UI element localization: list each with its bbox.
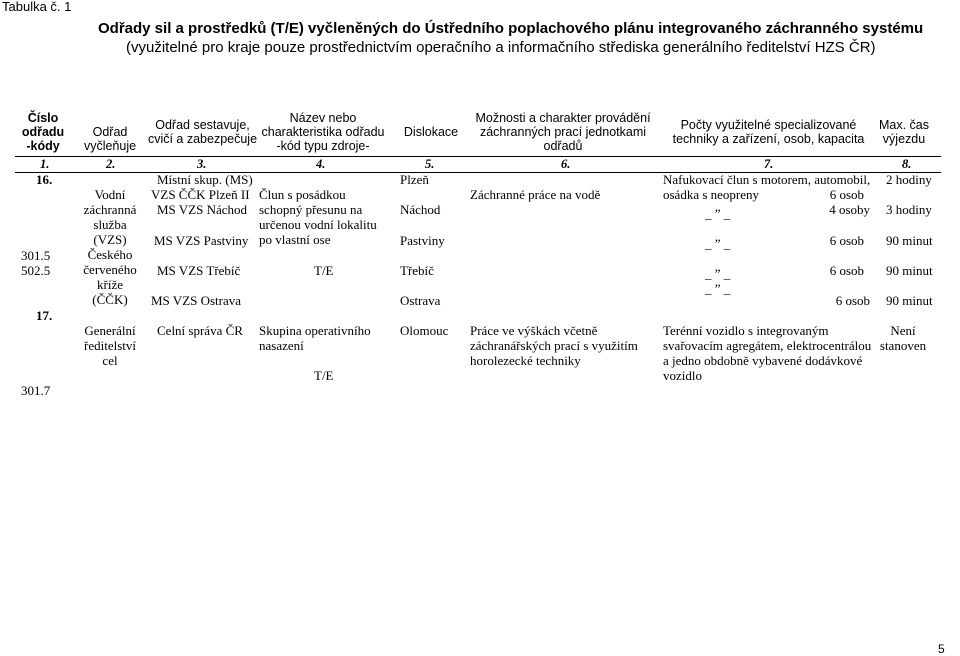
column-number: 1. [40, 157, 50, 171]
row-osob: 4 osoby [829, 202, 870, 217]
row-moznosti [470, 323, 638, 368]
column-number: 4. [316, 157, 326, 171]
cell-text: cel [102, 353, 118, 368]
ditto-mark: _ ” _ [705, 281, 731, 296]
header-odrad-vycleneje [80, 125, 140, 153]
column-number: 8. [902, 157, 912, 171]
column-number: 7. [764, 157, 774, 171]
row-dislokace: Ostrava [400, 293, 441, 308]
cell-text: Práce ve výškách včetně [470, 323, 598, 338]
row-cas: 90 minut [886, 233, 933, 248]
row-osob: 6 osob [829, 233, 864, 248]
ditto-mark: _ ” _ [705, 236, 731, 251]
cell-text: ředitelství [84, 338, 136, 353]
cell-text: po vlastní ose [259, 232, 331, 247]
cell-text: Terénní vozidlo s integrovaným [663, 323, 829, 338]
page-number: 5 [938, 642, 945, 656]
row-pocty: osádka s neopreny [663, 187, 760, 202]
header-text: odřadů [543, 139, 583, 153]
ditto-mark: _ ” _ [705, 266, 731, 281]
row-code: 16. [36, 172, 53, 187]
row-cas: 2 hodiny [886, 172, 932, 187]
row-vycleneni [70, 323, 150, 368]
row-pocty [663, 323, 871, 383]
header-text: Max. čas [878, 118, 929, 132]
cell-text: schopný přesunu na [259, 202, 363, 217]
row-vycleneni [70, 187, 150, 307]
row-code: 17. [36, 308, 53, 323]
column-number: 2. [106, 157, 116, 171]
header-text: výjezdu [882, 132, 926, 146]
column-number: 3. [197, 157, 207, 171]
header-text: cvičí a zabezpečuje [147, 132, 258, 146]
row-sestavuje: Celní správa ČR [157, 323, 243, 338]
header-text: -kódy [26, 139, 60, 153]
cell-text: služba [93, 217, 127, 232]
header-text: Číslo [27, 111, 59, 125]
cell-text: (ČČK) [92, 292, 128, 307]
cell-text: vozidlo [663, 368, 702, 383]
cell-text: a jedno obdobně vybavené dodávkové [663, 353, 863, 368]
header-text: Odřad sestavuje, [155, 118, 250, 132]
row-code: 301.5 [21, 248, 51, 263]
column-number: 6. [561, 157, 571, 171]
header-odrad-sestavuje [145, 118, 260, 146]
cell-text: Vodní [94, 187, 126, 202]
header-text: Název nebo [289, 111, 357, 125]
row-sestavuje: MS VZS Náchod [157, 202, 248, 217]
cell-text: záchranářských prací s využitím [470, 338, 638, 353]
row-dislokace: Třebíč [400, 263, 434, 278]
cell-text: Českého [87, 247, 133, 262]
row-osob: 6 osob [835, 293, 870, 308]
row-sestavuje: MS VZS Ostrava [151, 293, 242, 308]
cell-text: Není [890, 323, 916, 338]
header-text: Počty využitelné specializované [680, 118, 857, 132]
row-sestavuje: MS VZS Pastviny [154, 233, 249, 248]
row-osob: 6 osob [829, 263, 864, 278]
cell-text: Člun s posádkou [259, 187, 346, 202]
row-typ-zdroje: T/E [314, 368, 334, 383]
header-cislo-odradu [18, 111, 68, 153]
header-max-cas [874, 118, 934, 146]
header-dislokace: Dislokace [403, 125, 459, 139]
row-pocty: Nafukovací člun s motorem, automobil, [663, 172, 871, 187]
row-dislokace: Plzeň [400, 172, 429, 187]
cell-text: horolezecké techniky [470, 353, 581, 368]
row-sestavuje: Místní skup. (MS) [157, 172, 253, 187]
ditto-mark: _ ” _ [705, 206, 731, 221]
cell-text: Generální [84, 323, 136, 338]
row-dislokace: Náchod [400, 202, 441, 217]
header-text: vyčleňuje [83, 139, 137, 153]
header-text: -kód typu zdroje- [276, 139, 370, 153]
row-dislokace: Olomouc [400, 323, 449, 338]
row-sestavuje: MS VZS Třebíč [157, 263, 241, 278]
header-text: charakteristika odřadu [261, 125, 385, 139]
page-title: Odřady sil a prostředků (T/E) vyčleněných do Ústředního poplachového plánu integrovaného záchranného systému [98, 20, 924, 37]
table-label: Tabulka č. 1 [2, 0, 72, 14]
header-pocty [666, 118, 871, 146]
header-text: záchranných prací jednotkami [479, 125, 647, 139]
cell-text: určenou vodní lokalitu [259, 217, 377, 232]
header-text: Odřad [92, 125, 128, 139]
cell-text: kříže [97, 277, 123, 292]
cell-text: červeného [83, 262, 137, 277]
row-cas: 90 minut [886, 293, 933, 308]
row-dislokace: Pastviny [400, 233, 445, 248]
row-nazev [259, 187, 377, 247]
cell-text: (VZS) [93, 232, 127, 247]
row-osob: 6 osob [829, 187, 864, 202]
header-nazev [258, 111, 388, 153]
header-divider [15, 156, 941, 157]
row-code: 301.7 [21, 383, 51, 398]
header-moznosti [468, 111, 658, 153]
cell-text: záchranná [83, 202, 137, 217]
header-text: odřadu [21, 125, 65, 139]
row-cas: 3 hodiny [886, 202, 932, 217]
row-sestavuje: VZS ČČK Plzeň II [151, 187, 250, 202]
cell-text: stanoven [879, 338, 927, 353]
header-text: techniky a zařízení, osob, kapacita [672, 132, 865, 146]
cell-text: svařovacím agregátem, elektrocentrálou [663, 338, 872, 353]
header-text: Možnosti a charakter provádění [475, 111, 651, 125]
column-number: 5. [425, 157, 435, 171]
page-subtitle: (využitelné pro kraje pouze prostřednictvím operačního a informačního střediska generálního ředitelství HZS ČR) [126, 39, 876, 56]
row-cas [872, 323, 934, 353]
row-typ-zdroje: T/E [314, 263, 334, 278]
row-code: 502.5 [21, 263, 51, 278]
cell-text: nasazení [259, 338, 304, 353]
row-moznosti: Záchranné práce na vodě [470, 187, 601, 202]
row-cas: 90 minut [886, 263, 933, 278]
row-nazev [259, 323, 371, 353]
cell-text: Skupina operativního [259, 323, 371, 338]
